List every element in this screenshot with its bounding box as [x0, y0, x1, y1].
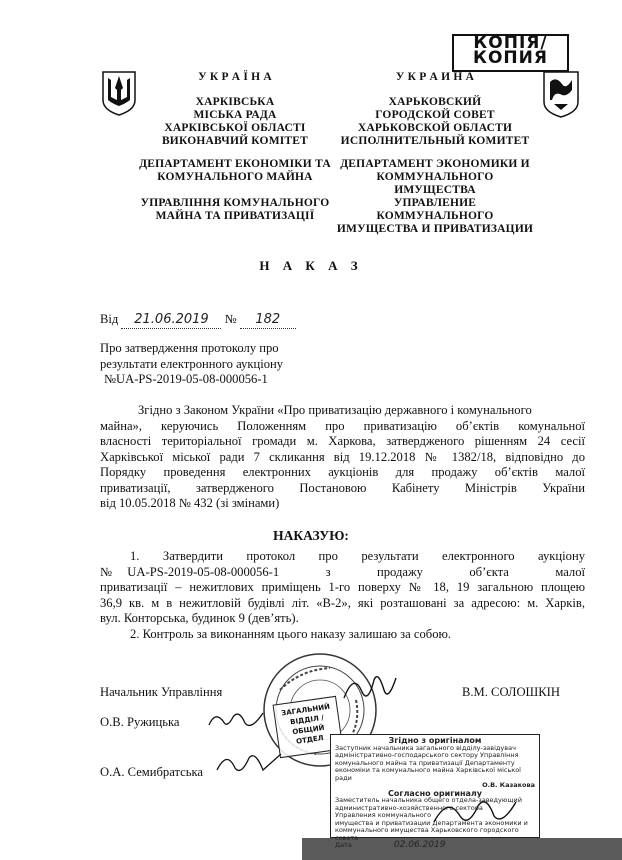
- approver2-signature: [215, 748, 285, 778]
- header-right-unit-line2: ИМУЩЕСТВА И ПРИВАТИЗАЦИИ: [336, 223, 534, 235]
- subject-line2: результати електронного аукціону: [100, 356, 284, 371]
- order-word: НАКАЗУЮ:: [273, 528, 349, 543]
- general-stamp-line2: ВІДДІЛ /: [289, 713, 325, 727]
- header-right-org-line1: ХАРЬКОВСКИЙ: [388, 96, 482, 108]
- header-right-unit-line1: УПРАВЛЕНИЕ КОММУНАЛЬНОГО: [376, 197, 494, 222]
- preamble-line: Згідно з Законом України «Про приватизацію державного і комунального: [138, 403, 532, 417]
- original-stamp-signature: [430, 792, 520, 832]
- header-left-dept: [130, 158, 340, 184]
- original-stamp-title2: Согласно оригиналу: [388, 788, 482, 798]
- header-right-org-line3: ХАРЬКОВСКОЙ ОБЛАСТИ: [357, 122, 513, 134]
- header-right-org-line4: ИСПОЛНИТЕЛЬНЫЙ КОМИТЕТ: [340, 135, 530, 147]
- order-date-line: [100, 312, 360, 329]
- head-signature: [340, 668, 400, 708]
- header-left-unit: [130, 197, 340, 223]
- date-label: Від: [100, 312, 119, 326]
- preamble-line: від 10.05.2018 № 432 (зі змінами): [100, 496, 280, 510]
- general-stamp-line1: ЗАГАЛЬНИЙ: [280, 702, 331, 718]
- preamble-line: Порядку проведення електронних аукціонів для продажу об’єктів малої: [100, 465, 585, 479]
- order-items: [100, 549, 585, 642]
- head-name: В.М. СОЛОШКІН: [462, 685, 560, 699]
- original-stamp-line: адміністративно-господарського сектору Управління: [335, 751, 519, 759]
- header-right-country: У К Р А И Н А: [395, 71, 475, 83]
- subject-line1: Про затвердження протоколу про: [100, 341, 279, 355]
- number-label: №: [224, 312, 237, 326]
- item-line: 2. Контроль за виконанням цього наказу залишаю за собою.: [130, 626, 452, 641]
- header-left-org-line1: ХАРКІВСЬКА: [195, 96, 275, 108]
- original-stamp-title: Згідно з оригіналом: [388, 736, 482, 745]
- copy-stamp: [452, 34, 569, 72]
- general-stamp-line3: ОБЩИЙ ОТДЕЛ: [291, 723, 325, 746]
- header-left-dept-line2: КОМУНАЛЬНОГО МАЙНА: [157, 171, 313, 183]
- original-stamp-date-label: Дата: [335, 841, 352, 849]
- preamble-line: власності територіальної громади м. Харкова, затвердженого рішенням 24 сесії: [100, 434, 585, 448]
- number-value: 182: [240, 312, 296, 329]
- original-stamp-line: Заместитель начальника общего отдела-заведующий: [335, 796, 522, 804]
- item-line: №UA-PS-2019-05-08-000056-1 з продажу об’єкта малої: [100, 564, 585, 579]
- kharkiv-coat-of-arms-icon: [542, 70, 580, 118]
- item-line: 36,9 кв. м в нежитловій будівлі літ. «В-2», які розташовані за адресою: м. Харків,: [100, 595, 585, 610]
- approver1-signature: [205, 705, 267, 735]
- original-stamp-date-value: 02.06.2019: [393, 840, 446, 850]
- header-left-unit-line2: МАЙНА ТА ПРИВАТИЗАЦІЇ: [155, 210, 315, 222]
- original-stamp-line: административно-хозяйственного сектора: [335, 803, 483, 812]
- original-stamp-line: економіки та комунального майна Харківської міської ради: [335, 766, 521, 782]
- header-left-org-line4: ВИКОНАВЧИЙ КОМІТЕТ: [161, 135, 309, 147]
- item-line: 1. Затвердити протокол про результати електронного аукціону: [130, 549, 585, 563]
- header-right-unit: [335, 197, 535, 236]
- header-right-org: [335, 96, 535, 148]
- preamble-line: Харківської міської ради 7 скликання від 19.12.2018 № 1382/18, відповідно до: [100, 449, 585, 464]
- copy-stamp-line2: КОПИЯ: [473, 48, 548, 68]
- item-line: вул. Конторська, будинок 9 (девʼять).: [100, 611, 299, 625]
- order-subject: [100, 341, 360, 388]
- header-right-dept: [335, 158, 535, 197]
- header-left-org-line3: ХАРКІВСЬКОЇ ОБЛАСТІ: [164, 122, 306, 134]
- original-stamp-line: Управления коммунального: [335, 811, 432, 819]
- original-stamp-signer: О.В. Казакова: [482, 781, 535, 789]
- original-stamp-line: коммунального имущества Харьковского городского: [335, 826, 519, 834]
- header-left-org: [130, 96, 340, 148]
- original-stamp-date-row: [335, 842, 535, 850]
- head-title: Начальник Управління: [100, 685, 223, 699]
- original-stamp-line: совета: [335, 833, 359, 842]
- preamble: [100, 403, 585, 512]
- header-right-dept-line1: ДЕПАРТАМЕНТ ЭКОНОМИКИ И: [340, 158, 530, 170]
- header-left-org-line2: МІСЬКА РАДА: [193, 109, 277, 121]
- header-right-dept-line2: КОММУНАЛЬНОГО ИМУЩЕСТВА: [376, 171, 494, 196]
- header-left-dept-line1: ДЕПАРТАМЕНТ ЕКОНОМІКИ ТА: [139, 158, 331, 170]
- document-title: Н А К А З: [259, 258, 363, 273]
- preamble-line: майна», керуючись Положенням про приватизацію об’єктів комунальної: [100, 418, 585, 433]
- item-line: приватизації – нежитлових приміщень 1-го поверху № 18, 19 загальною площею: [100, 580, 585, 594]
- original-stamp-line: комунального майна та приватизації Департаменту: [335, 758, 515, 767]
- approver1-name: О.В. Ружицька: [100, 715, 180, 729]
- copy-stamp-line1: КОПІЯ/: [473, 33, 548, 53]
- original-stamp-line: Заступник начальника загального відділу-завідувач: [335, 743, 516, 752]
- header-left-country: У К Р А Ї Н А: [198, 71, 272, 83]
- original-stamp-line: имущества и приватизации Департамента экономики и: [335, 818, 528, 827]
- date-value: 21.06.2019: [121, 312, 221, 329]
- header-left-unit-line1: УПРАВЛІННЯ КОМУНАЛЬНОГО: [140, 197, 330, 209]
- header-right-org-line2: ГОРОДСКОЙ СОВЕТ: [375, 109, 495, 121]
- approver2-name: О.А. Семибратська: [100, 765, 203, 779]
- preamble-line: приватизації, затвердженого Постановою Кабінету Міністрів України: [100, 480, 585, 495]
- subject-line3: №UA-PS-2019-05-08-000056-1: [104, 372, 268, 386]
